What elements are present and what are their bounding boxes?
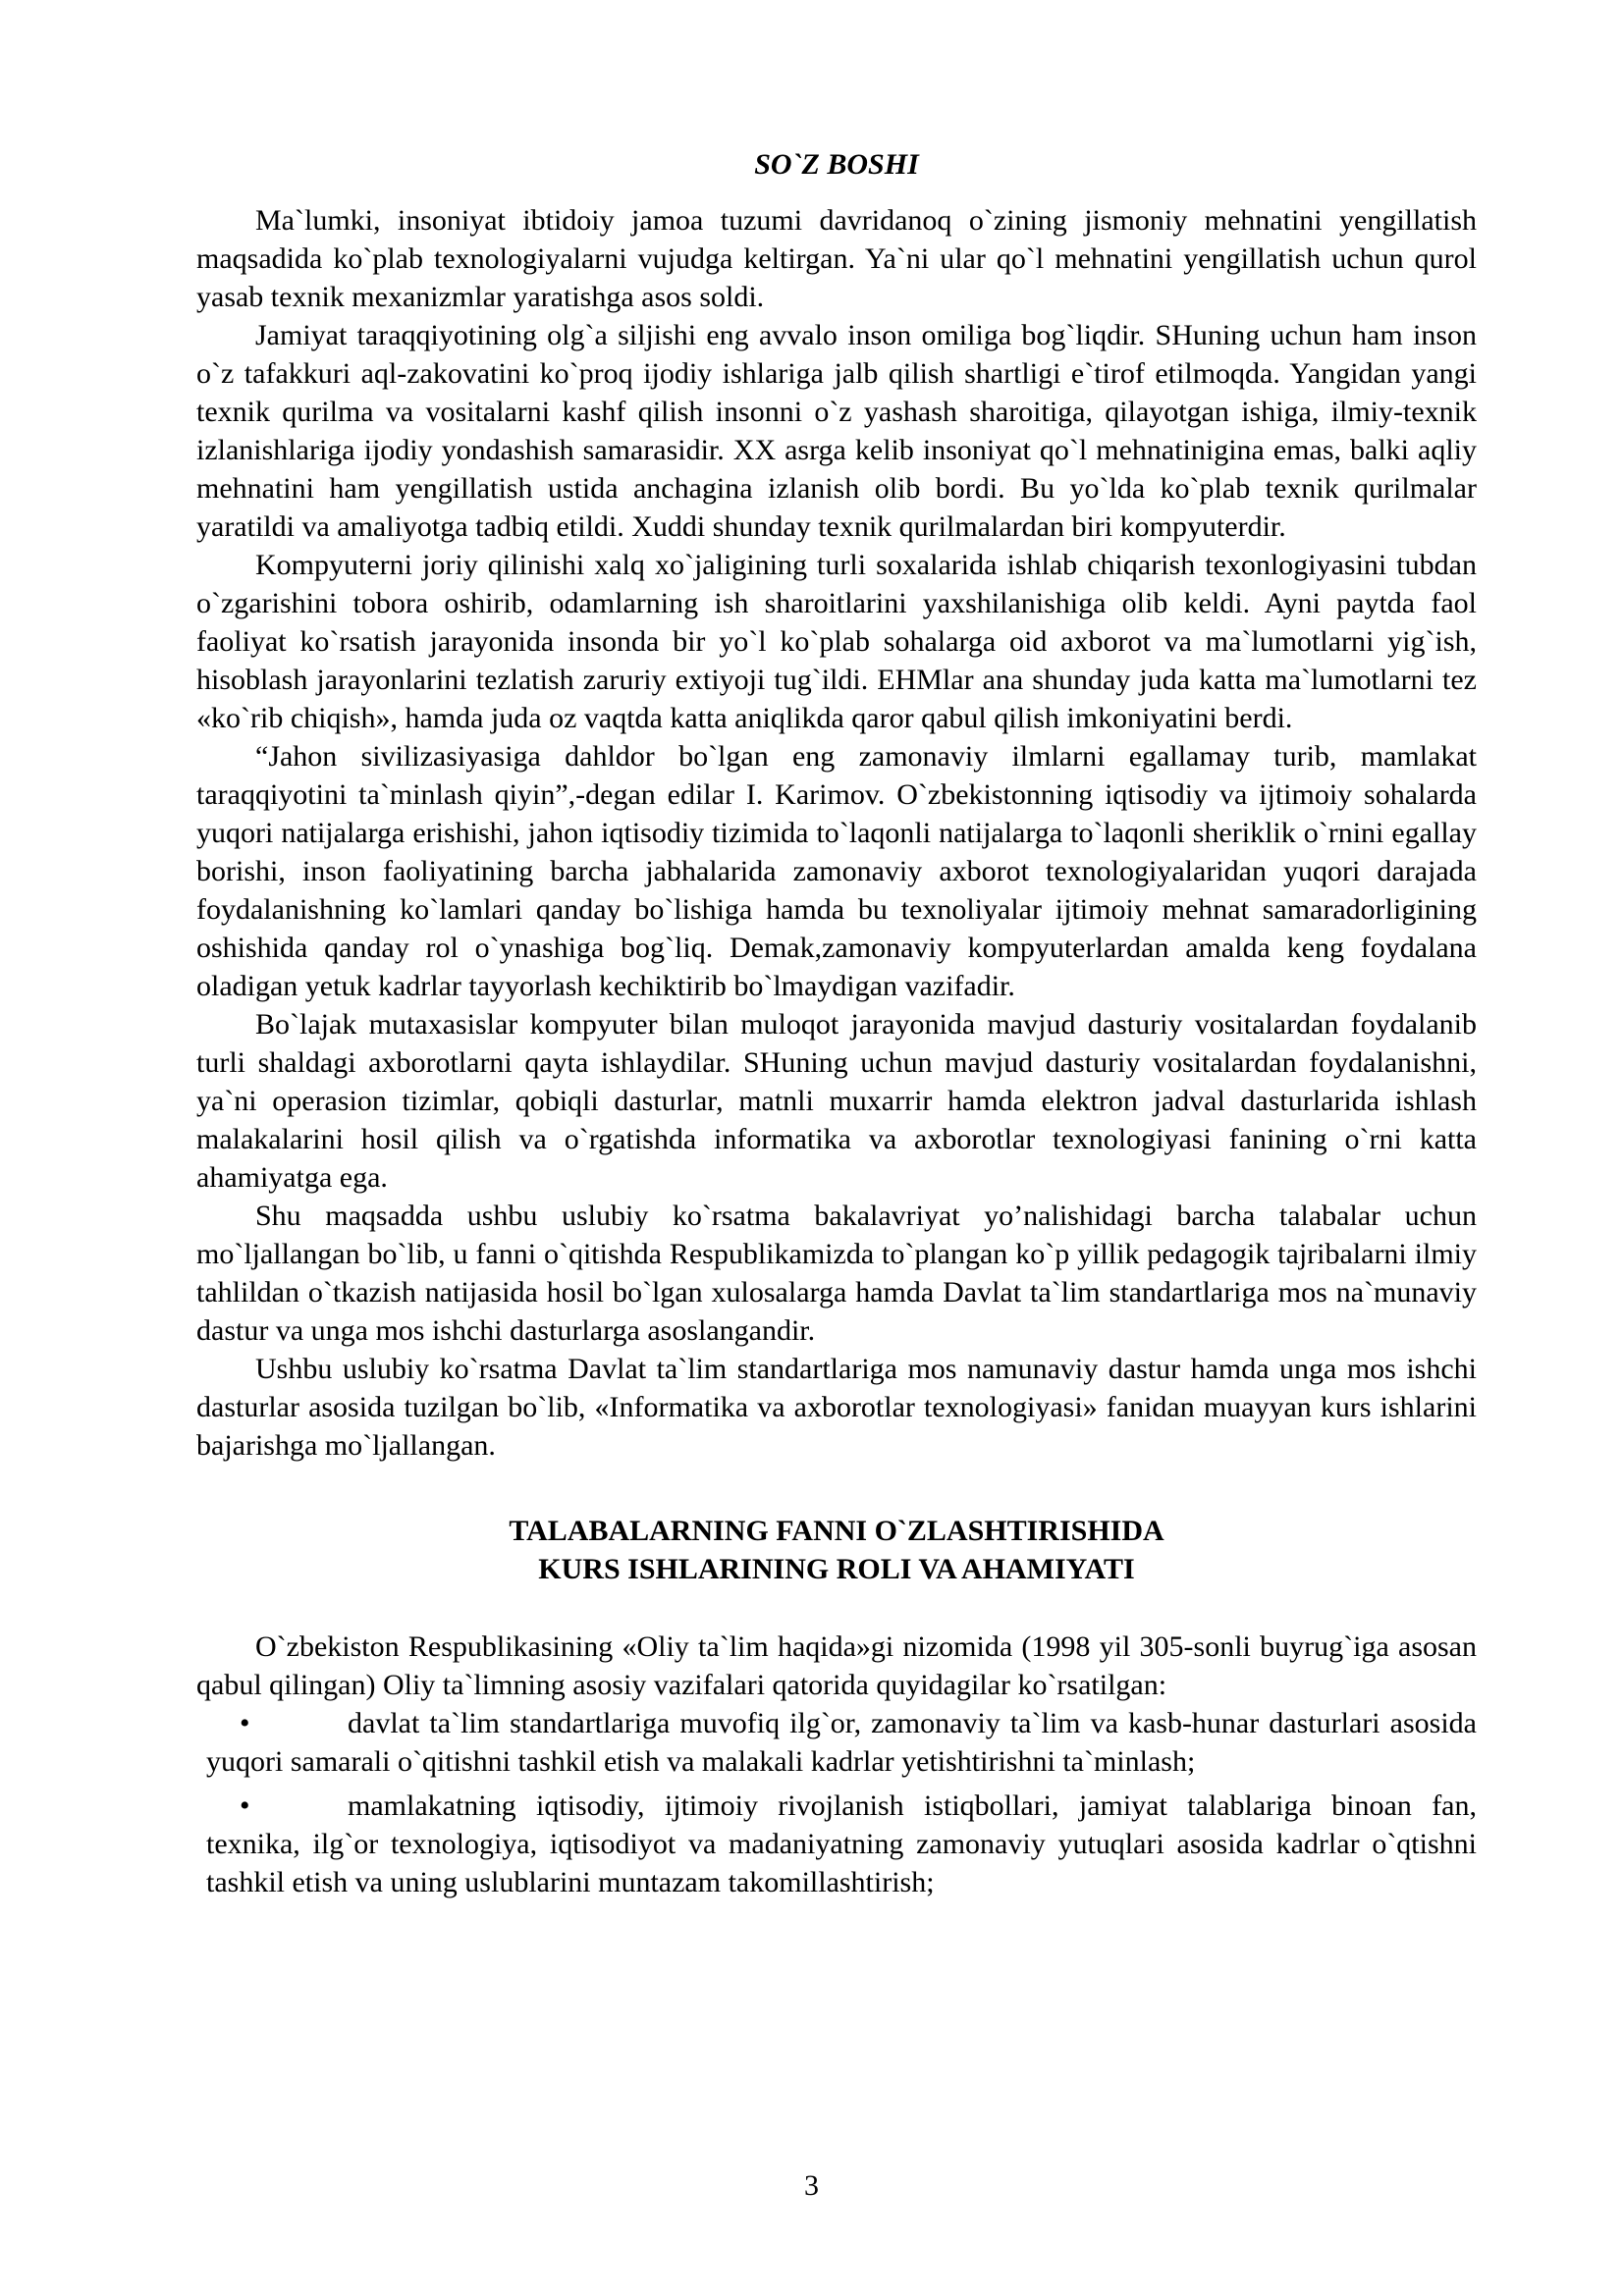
intro-paragraph: Jamiyat taraqqiyotining olg`a siljishi eng avvalo inson omiliga bog`liqdir. SHuning uchun ham inson o`z tafakkuri aql-zakovatini ko`proq ijodiy ishlariga jalb qilish shartligi e`tirof etilmoqda. Yangidan yangi texnik qurilma va vositalarni kashf qilish insonni o`z yashash sharoitiga, qilayotgan ishiga, ilmiy-texnik izlanishlariga ijodiy yondashish samarasidir. XX asrga kelib insoniyat qo`l mehnatinigina emas, balki aqliy mehnatini ham yengillatish ustida anchagina izlanish olib bordi. Bu yo`lda ko`plab texnik qurilmalar yaratildi va amaliyotga tadbiq etildi. Xuddi shunday texnik qurilmalardan biri kompyuterdir. [196, 319, 1477, 543]
list-item-text: mamlakatning iqtisodiy, ijtimoiy rivojlanish istiqbollari, jamiyat talablariga binoan fan, texnika, ilg`or texnologiya, iqtisodiyot va madaniyatning zamonaviy yutuqlari asosida kadrlar o`qtishni tashkil etish va uning uslublarini muntazam takomillashtirish; [206, 1789, 1477, 1898]
document-page [196, 145, 1477, 1907]
page-title: SO`Z BOSHI [754, 148, 919, 181]
list-item [196, 1704, 1477, 1781]
page-number: 3 [804, 2169, 819, 2202]
list-item-text: davlat ta`lim standartlariga muvofiq ilg`or, zamonaviy ta`lim va kasb-hunar dasturlari asosida yuqori samarali o`qitishni tashkil etish va malakali kadrlar yetishtirishni ta`minlash; [206, 1707, 1477, 1778]
bullet-icon: • [240, 1707, 250, 1739]
intro-paragraph: Kompyuterni joriy qilinishi xalq xo`jaligining turli soxalarida ishlab chiqarish texonlogiyasini tubdan o`zgarishini tobora oshirib, odamlarning ish sharoitlarini yaxshilanishiga olib keldi. Ayni paytda faol faoliyat ko`rsatish jarayonida insonda bir yo`l ko`plab sohalarga oid axborot va ma`lumotlarni yig`ish, hisoblash jarayonlarini tezlatish zaruriy extiyoji tug`ildi. EHMlar ana shunday juda katta ma`lumotlarni tez «ko`rib chiqish», hamda juda oz vaqtda katta aniqlikda qaror qabul qilish imkoniyatini berdi. [196, 549, 1477, 734]
intro-paragraph: “Jahon sivilizasiyasiga dahldor bo`lgan eng zamonaviy ilmlarni egallamay turib, mamlakat taraqqiyotini ta`minlash qiyin”,-degan edilar I. Karimov. O`zbekistonning iqtisodiy va ijtimoiy sohalarda yuqori natijalarga erishishi, jahon iqtisodiy tizimida to`laqonli natijalarga to`laqonli sheriklik o`rnini egallay borishi, inson faoliyatining barcha jabhalarida zamonaviy axborot texnologiyalaridan yuqori darajada foydalanishning ko`lamlari qanday bo`lishiga hamda bu texnoliyalar ijtimoiy mehnat samaradorligining oshishida qanday rol o`ynashiga bog`liq. Demak,zamonaviy kompyuterlardan amalda keng foydalana oladigan yetuk kadrlar tayyorlash kechiktirib bo`lmaydigan vazifadir. [196, 740, 1477, 1002]
section-heading-line: KURS ISHLARINING ROLI VA AHAMIYATI [538, 1553, 1135, 1585]
list-item [196, 1787, 1477, 1901]
section-heading [196, 1512, 1477, 1588]
intro-paragraph: Ushbu uslubiy ko`rsatma Davlat ta`lim standartlariga mos namunaviy dastur hamda unga mos ishchi dasturlar asosida tuzilgan bo`lib, «Informatika va axborotlar texnologiyasi» fanidan muayyan kurs ishlarini bajarishga mo`ljallangan. [196, 1353, 1477, 1462]
section-intro-paragraph: O`zbekiston Respublikasining «Oliy ta`lim haqida»gi nizomida (1998 yil 305-sonli buyrug`iga asosan qabul qilingan) Oliy ta`limning asosiy vazifalari qatorida quyidagilar ko`rsatilgan: [196, 1630, 1477, 1701]
section-heading-line: TALABALARNING FANNI O`ZLASHTIRISHIDA [509, 1515, 1164, 1547]
intro-paragraph: Ma`lumki, insoniyat ibtidoiy jamoa tuzumi davridanoq o`zining jismoniy mehnatini yengillatish maqsadida ko`plab texnologiyalarni vujudga keltirgan. Ya`ni ular qo`l mehnatini yengillatish uchun qurol yasab texnik mexanizmlar yaratishga asos soldi. [196, 204, 1477, 313]
intro-paragraph: Bo`lajak mutaxasislar kompyuter bilan muloqot jarayonida mavjud dasturiy vositalardan foydalanib turli shaldagi axborotlarni qayta ishlaydilar. SHuning uchun mavjud dasturiy vositalardan foydalanishni, ya`ni operasion tizimlar, qobiqli dasturlar, matnli muxarrir hamda elektron jadval dasturlarida ishlash malakalarini hosil qilish va o`rgatishda informatika va axborotlar texnologiyasi fanining o`rni katta ahamiyatga ega. [196, 1008, 1477, 1194]
bullet-list [196, 1704, 1477, 1901]
bullet-icon: • [240, 1789, 250, 1822]
intro-paragraph: Shu maqsadda ushbu uslubiy ko`rsatma bakalavriyat yo’nalishidagi barcha talabalar uchun mo`ljallangan bo`lib, u fanni o`qitishda Respublikamizda to`plangan ko`p yillik pedagogik tajribalarni ilmiy tahlildan o`tkazish natijasida hosil bo`lgan xulosalarga hamda Davlat ta`lim standartlariga mos na`munaviy dastur va unga mos ishchi dasturlarga asoslangandir. [196, 1200, 1477, 1347]
